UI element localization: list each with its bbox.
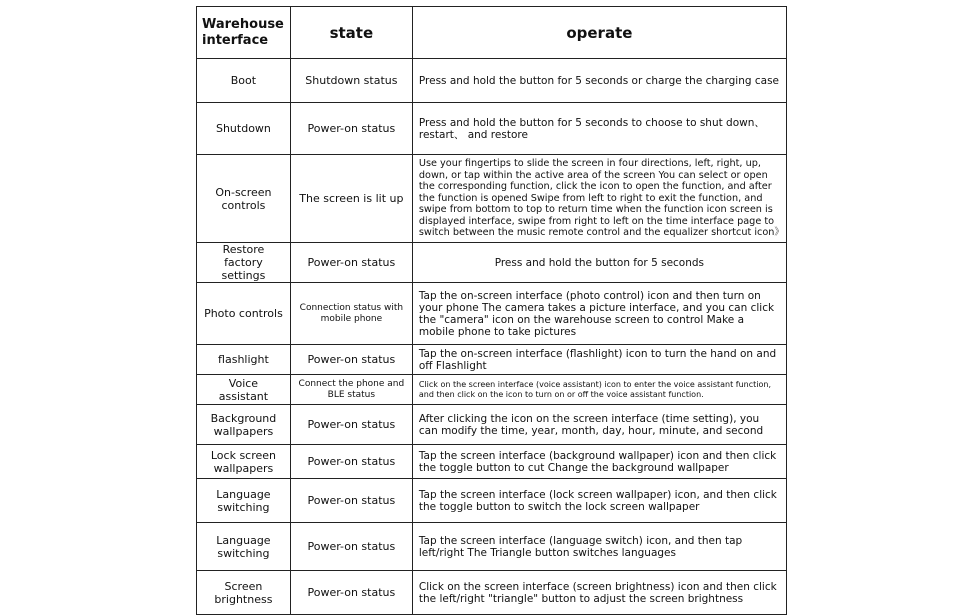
table-row <box>197 103 787 155</box>
interface-cell: Lock screen wallpapers <box>197 445 291 479</box>
table-row <box>197 243 787 283</box>
interface-cell: Photo controls <box>197 283 291 345</box>
interface-cell: Background wallpapers <box>197 405 291 445</box>
interface-cell: Shutdown <box>197 103 291 155</box>
interface-cell: On-screen controls <box>197 155 291 243</box>
state-cell: Connection status with mobile phone <box>290 283 412 345</box>
interface-cell: Boot <box>197 59 291 103</box>
interface-cell: Language switching <box>197 479 291 523</box>
operate-cell: Tap the on-screen interface (photo control) icon and then turn on your phone The camera takes a picture interface, and you can click the "camera" icon on the warehouse screen to control Make a mobile phone to take pictures <box>412 283 786 345</box>
operate-cell: Tap the screen interface (language switch) icon, and then tap left/right The Triangle button switches languages <box>412 523 786 571</box>
table-row <box>197 571 787 615</box>
operate-cell: Press and hold the button for 5 seconds <box>412 243 786 283</box>
interface-cell: flashlight <box>197 345 291 375</box>
operate-cell: Press and hold the button for 5 seconds or charge the charging case <box>412 59 786 103</box>
table-row <box>197 479 787 523</box>
table-row <box>197 283 787 345</box>
header-state: state <box>290 7 412 59</box>
header-operate: operate <box>412 7 786 59</box>
operate-cell: Click on the screen interface (voice assistant) icon to enter the voice assistant function, and then click on the icon to turn on or off the voice assistant function. <box>412 375 786 405</box>
state-cell: Connect the phone and BLE status <box>290 375 412 405</box>
state-cell: Power-on status <box>290 103 412 155</box>
spec-table <box>196 6 787 615</box>
state-cell: The screen is lit up <box>290 155 412 243</box>
state-cell: Shutdown status <box>290 59 412 103</box>
interface-cell: Restore factory settings <box>197 243 291 283</box>
state-cell: Power-on status <box>290 345 412 375</box>
interface-cell: Screen brightness <box>197 571 291 615</box>
table-row <box>197 59 787 103</box>
table-row <box>197 523 787 571</box>
table-row <box>197 405 787 445</box>
state-cell: Power-on status <box>290 479 412 523</box>
operate-cell: Click on the screen interface (screen brightness) icon and then click the left/right "triangle" button to adjust the screen brightness <box>412 571 786 615</box>
operate-cell: Tap the screen interface (lock screen wallpaper) icon, and then click the toggle button to switch the lock screen wallpaper <box>412 479 786 523</box>
operate-cell: Use your fingertips to slide the screen in four directions, left, right, up, down, or tap within the active area of the screen You can select or open the corresponding function, click the icon to open the function, and after the function is opened Swipe from left to right to exit the function, and swipe from bottom to top to return time when the function icon screen is displayed interface, swipe from right to left on the time interface page to switch between the music remote control and the equalizer shortcut icon》 <box>412 155 786 243</box>
state-cell: Power-on status <box>290 243 412 283</box>
header-interface: Warehouse interface <box>197 7 291 59</box>
table-row <box>197 375 787 405</box>
table-row <box>197 345 787 375</box>
operate-cell: Tap the screen interface (background wallpaper) icon and then click the toggle button to cut Change the background wallpaper <box>412 445 786 479</box>
state-cell: Power-on status <box>290 523 412 571</box>
state-cell: Power-on status <box>290 405 412 445</box>
operate-cell: Press and hold the button for 5 seconds to choose to shut down、restart、 and restore <box>412 103 786 155</box>
header-row <box>197 7 787 59</box>
operate-cell: After clicking the icon on the screen interface (time setting), you can modify the time, year, month, day, hour, minute, and second <box>412 405 786 445</box>
interface-cell: Language switching <box>197 523 291 571</box>
interface-cell: Voice assistant <box>197 375 291 405</box>
state-cell: Power-on status <box>290 445 412 479</box>
table-row <box>197 445 787 479</box>
operate-cell: Tap the on-screen interface (flashlight) icon to turn the hand on and off Flashlight <box>412 345 786 375</box>
state-cell: Power-on status <box>290 571 412 615</box>
table-row <box>197 155 787 243</box>
